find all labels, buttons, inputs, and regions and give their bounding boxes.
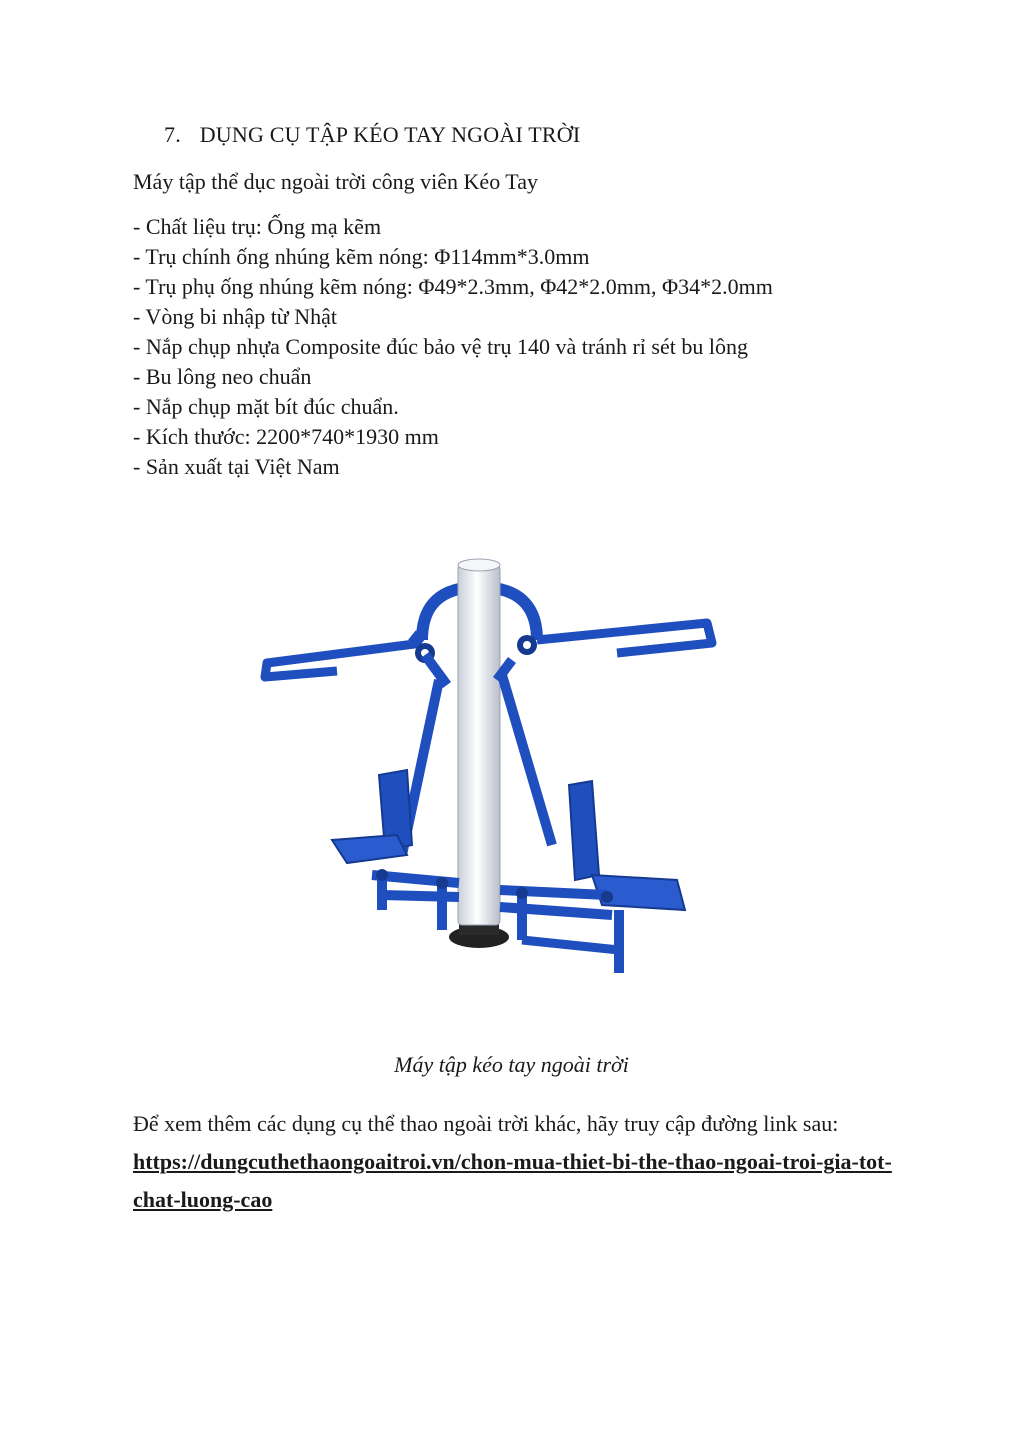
- spec-item: - Sản xuất tại Việt Nam: [133, 454, 340, 479]
- product-image: [207, 545, 762, 995]
- product-link[interactable]: https://dungcuthethaongoaitroi.vn/chon-mua-thiet-bi-the-thao-ngoai-troi-gia-tot-chat-luong-cao: [133, 1149, 892, 1212]
- figure-caption: Máy tập kéo tay ngoài trời: [394, 1052, 629, 1077]
- section-heading: [164, 122, 580, 148]
- section-number: 7.: [164, 122, 181, 147]
- spec-item: - Trụ chính ống nhúng kẽm nóng: Φ114mm*3.0mm: [133, 244, 590, 269]
- spec-list: [133, 212, 773, 482]
- spec-item: - Bu lông neo chuẩn: [133, 364, 312, 389]
- spec-item: - Chất liệu trụ: Ống mạ kẽm: [133, 214, 382, 239]
- footer-paragraph: [133, 1105, 893, 1219]
- spec-item: - Vòng bi nhập từ Nhật: [133, 304, 337, 329]
- footer-text: Để xem thêm các dụng cụ thể thao ngoài trời khác, hãy truy cập đường link sau:: [133, 1111, 839, 1136]
- spec-item: - Trụ phụ ống nhúng kẽm nóng: Φ49*2.3mm, Φ42*2.0mm, Φ34*2.0mm: [133, 274, 773, 299]
- section-title: DỤNG CỤ TẬP KÉO TAY NGOÀI TRỜI: [199, 122, 581, 147]
- spec-item: - Kích thước: 2200*740*1930 mm: [133, 424, 439, 449]
- arm-pull-machine-illustration: [207, 545, 762, 995]
- left-arm-joint: [412, 635, 422, 643]
- spec-item: - Nắp chụp mặt bít đúc chuẩn.: [133, 394, 399, 419]
- product-subtitle: Máy tập thể dục ngoài trời công viên Kéo Tay: [133, 169, 538, 194]
- central-pole: [458, 565, 500, 925]
- spec-item: - Nắp chụp nhựa Composite đúc bảo vệ trụ 140 và tránh rỉ sét bu lông: [133, 334, 748, 359]
- pole-cap: [458, 559, 500, 571]
